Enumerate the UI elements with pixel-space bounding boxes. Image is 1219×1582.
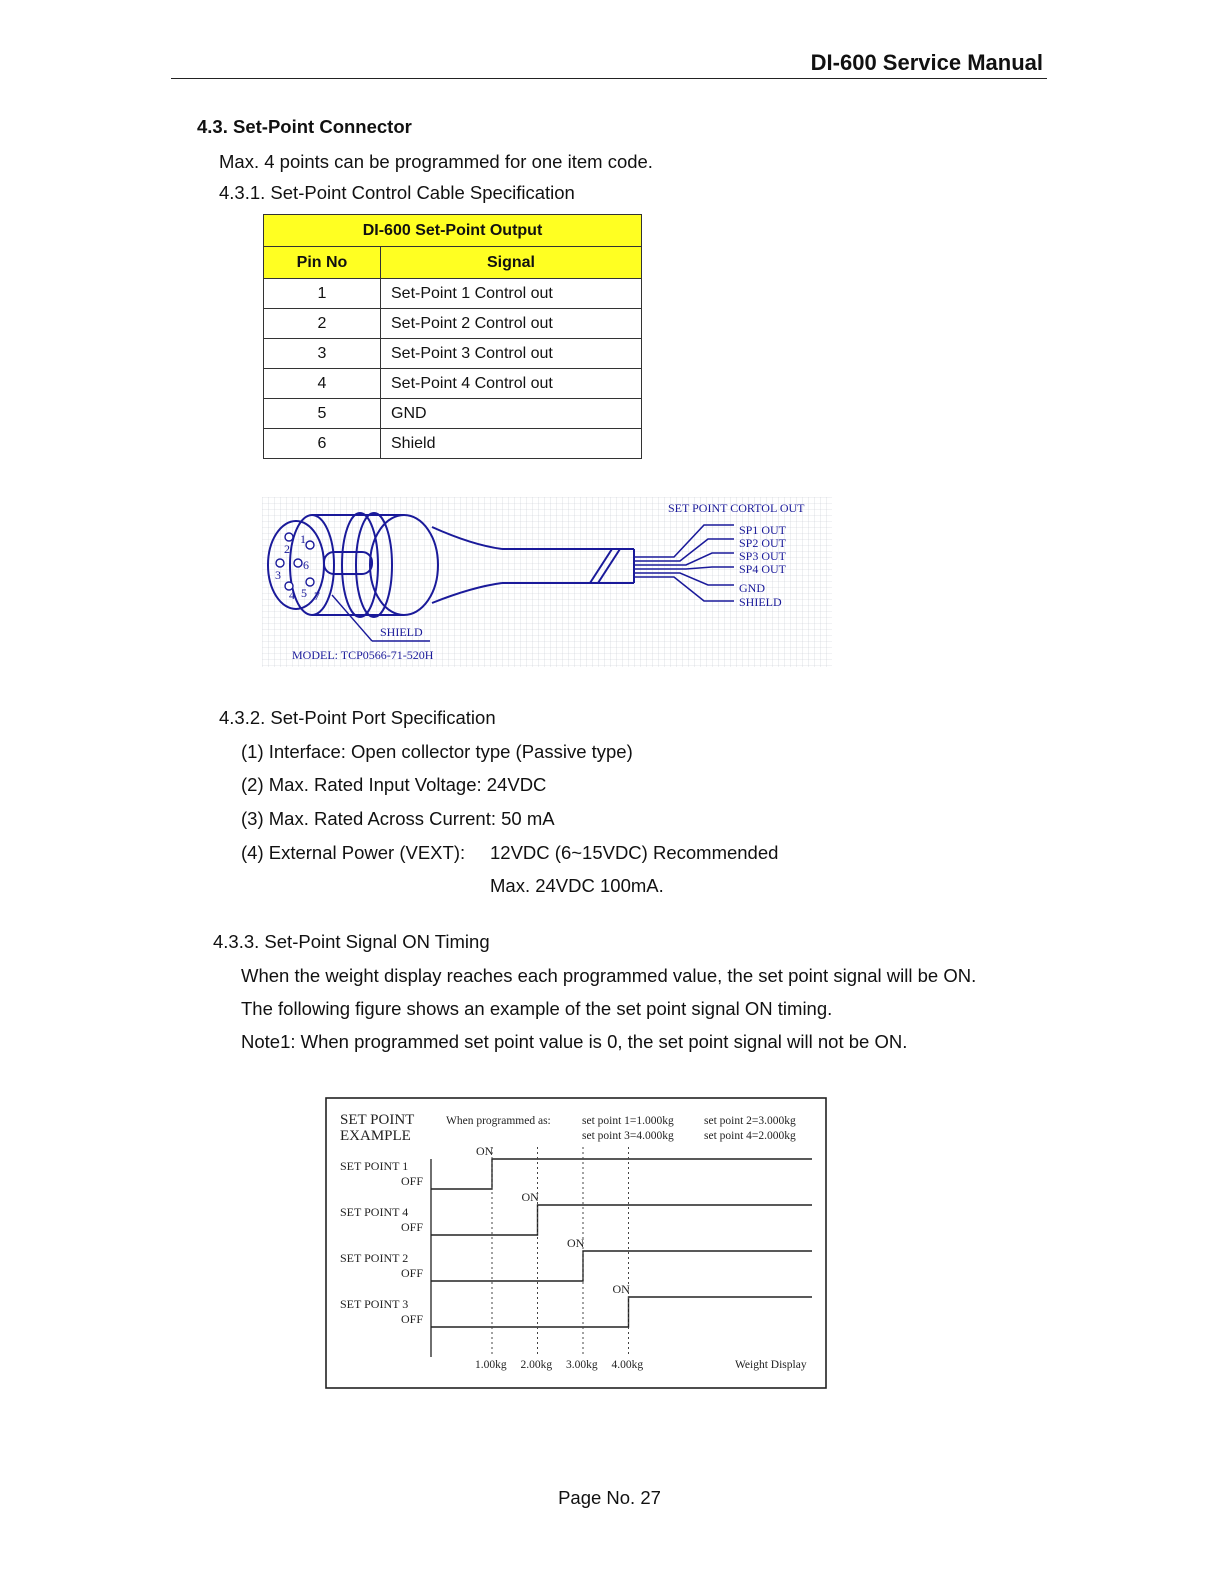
port-spec-item-4-value-2: Max. 24VDC 100mA. [490, 875, 664, 896]
table-header-pin: Pin No [264, 247, 381, 279]
port-spec-item: (2) Max. Rated Input Voltage: 24VDC [241, 774, 547, 795]
setpoint-config: set point 1=1.000kg [582, 1115, 674, 1127]
port-spec-item-4-value: 12VDC (6~15VDC) Recommended [490, 842, 779, 863]
table-header-signal: Signal [381, 247, 642, 279]
table-row [264, 399, 642, 429]
page-header-title: DI-600 Service Manual [810, 50, 1043, 75]
header-divider [171, 78, 1047, 79]
port-spec-item-4-label: (4) External Power (VEXT): [241, 842, 466, 863]
pin-cell: 5 [264, 399, 381, 429]
setpoint-config: set point 3=4.000kg [582, 1130, 674, 1142]
signal-cell: Set-Point 3 Control out [381, 339, 642, 369]
signal-cell: Set-Point 1 Control out [381, 279, 642, 309]
setpoint-config: set point 2=3.000kg [704, 1115, 796, 1127]
pin-cell: 4 [264, 369, 381, 399]
x-tick-label: 4.00kg [611, 1359, 644, 1371]
output-label: SP4 OUT [739, 562, 787, 576]
table-row [264, 429, 642, 459]
table-row [264, 369, 642, 399]
channel-name: SET POINT 3 [340, 1297, 409, 1311]
pin-label-7: 7 [314, 589, 320, 603]
channel-off-label: OFF [401, 1312, 424, 1326]
pin-cell: 3 [264, 339, 381, 369]
pin-label-2: 2 [284, 542, 290, 556]
setpoint-config: set point 4=2.000kg [704, 1130, 796, 1142]
signal-cell: Shield [381, 429, 642, 459]
output-label: SHIELD [739, 595, 782, 609]
table-caption: DI-600 Set-Point Output [264, 215, 642, 247]
pin-label-1: 1 [300, 532, 306, 546]
port-spec-item: (3) Max. Rated Across Current: 50 mA [241, 808, 555, 829]
channel-off-label: OFF [401, 1266, 424, 1280]
timing-description: The following figure shows an example of the set point signal ON timing. [241, 998, 833, 1019]
output-label: SP3 OUT [739, 549, 787, 563]
output-label: SP2 OUT [739, 536, 787, 550]
channel-off-label: OFF [401, 1220, 424, 1234]
pin-cell: 2 [264, 309, 381, 339]
port-spec-item: (1) Interface: Open collector type (Passive type) [241, 741, 633, 762]
output-label: SP1 OUT [739, 523, 787, 537]
timing-title: SET POINT [340, 1112, 415, 1128]
timing-description: When the weight display reaches each programmed value, the set point signal will be ON. [241, 965, 977, 986]
channel-name: SET POINT 4 [340, 1205, 409, 1219]
pin-label-4: 4 [289, 588, 295, 602]
section-intro: Max. 4 points can be programmed for one item code. [219, 151, 653, 172]
cable-diagram [262, 497, 832, 667]
signal-cell: Set-Point 4 Control out [381, 369, 642, 399]
channel-on-label: ON [612, 1282, 630, 1296]
shield-label: SHIELD [380, 625, 423, 639]
programmed-label: When programmed as: [446, 1115, 551, 1127]
pin-label-5: 5 [301, 586, 307, 600]
channel-on-label: ON [476, 1144, 494, 1158]
signal-cell: GND [381, 399, 642, 429]
channel-on-label: ON [567, 1236, 585, 1250]
subsection-4-3-3-title: 4.3.3. Set-Point Signal ON Timing [213, 931, 490, 952]
timing-title-2: EXAMPLE [340, 1128, 411, 1144]
model-label: MODEL: TCP0566-71-520H [292, 648, 434, 662]
channel-on-label: ON [521, 1190, 539, 1204]
subsection-4-3-2-title: 4.3.2. Set-Point Port Specification [219, 707, 496, 728]
pin-cell: 1 [264, 279, 381, 309]
channel-name: SET POINT 1 [340, 1159, 409, 1173]
page-number: Page No. 27 [558, 1487, 661, 1508]
channel-name: SET POINT 2 [340, 1251, 409, 1265]
x-tick-label: 3.00kg [566, 1359, 598, 1371]
table-row [264, 339, 642, 369]
table-row [264, 309, 642, 339]
timing-note: Note1: When programmed set point value is 0, the set point signal will not be ON. [241, 1031, 908, 1052]
signal-cell: Set-Point 2 Control out [381, 309, 642, 339]
table-row [264, 279, 642, 309]
x-tick-label: 2.00kg [520, 1359, 553, 1371]
output-label: GND [739, 581, 765, 595]
section-title: 4.3. Set-Point Connector [197, 116, 412, 137]
pin-label-6: 6 [303, 558, 309, 572]
timing-diagram [325, 1097, 827, 1389]
setpoint-output-table [263, 214, 642, 459]
x-tick-label: 1.00kg [475, 1359, 507, 1371]
cable-diagram-title: SET POINT CORTOL OUT [668, 501, 805, 515]
subsection-4-3-1-title: 4.3.1. Set-Point Control Cable Specification [219, 182, 575, 203]
x-axis-label: Weight Display [735, 1359, 807, 1371]
pin-label-3: 3 [275, 568, 281, 582]
pin-cell: 6 [264, 429, 381, 459]
channel-off-label: OFF [401, 1174, 424, 1188]
